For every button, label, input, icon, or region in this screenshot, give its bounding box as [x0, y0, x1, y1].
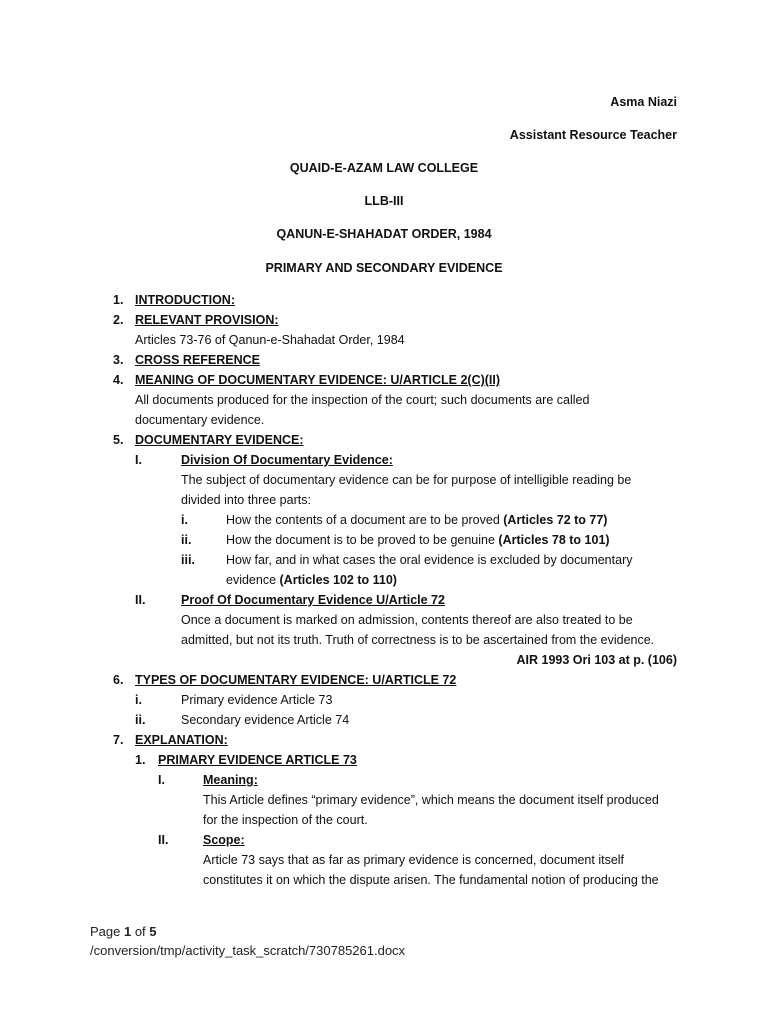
point-text: evidence (Articles 102 to 110)	[226, 573, 397, 587]
item-number: 2.	[113, 313, 124, 327]
point-number: iii.	[181, 553, 195, 567]
point-number: i.	[135, 693, 142, 707]
item-heading: CROSS REFERENCE	[135, 353, 261, 367]
sub-number: I.	[135, 453, 142, 467]
item-heading: DOCUMENTARY EVIDENCE:	[135, 433, 304, 447]
item-number: 1.	[113, 293, 124, 307]
sub-number: II.	[135, 593, 146, 607]
page-counter: Page 1 of 5	[90, 924, 157, 939]
sub-text: divided into three parts:	[181, 493, 311, 507]
college-name: QUAID-E-AZAM LAW COLLEGE	[289, 161, 479, 175]
point-text: How the contents of a document are to be proved (Articles 72 to 77)	[226, 513, 608, 527]
sub-heading: PRIMARY EVIDENCE ARTICLE 73	[158, 753, 357, 767]
topic-title: PRIMARY AND SECONDARY EVIDENCE	[265, 261, 503, 275]
item-heading: RELEVANT PROVISION:	[135, 313, 279, 327]
citation: AIR 1993 Ori 103 at p. (106)	[516, 653, 677, 667]
item-heading: INTRODUCTION:	[135, 293, 235, 307]
sub-number: 1.	[135, 753, 146, 767]
sub-heading: Proof Of Documentary Evidence U/Article 72	[181, 593, 445, 607]
point-number: i.	[181, 513, 188, 527]
part-text: for the inspection of the court.	[203, 813, 368, 827]
part-number: I.	[158, 773, 165, 787]
author-role: Assistant Resource Teacher	[509, 128, 677, 142]
article-ref: (Articles 102 to 110)	[279, 573, 397, 587]
item-number: 5.	[113, 433, 124, 447]
item-heading: MEANING OF DOCUMENTARY EVIDENCE: U/ARTICLE 2(C)(II)	[135, 373, 501, 387]
item-number: 6.	[113, 673, 124, 687]
point-text: Secondary evidence Article 74	[181, 713, 350, 727]
item-text: documentary evidence.	[135, 413, 265, 427]
part-text: This Article defines “primary evidence”, which means the document itself produced	[203, 793, 659, 807]
file-path: /conversion/tmp/activity_task_scratch/730785261.docx	[90, 943, 406, 958]
article-ref: (Articles 72 to 77)	[503, 513, 608, 527]
part-heading: Meaning:	[203, 773, 258, 787]
point-text: How the document is to be proved to be genuine (Articles 78 to 101)	[226, 533, 610, 547]
part-text: constitutes it on which the dispute arisen. The fundamental notion of producing the	[203, 873, 659, 887]
sub-text: Once a document is marked on admission, contents thereof are also treated to be	[181, 613, 633, 627]
item-text: Articles 73-76 of Qanun-e-Shahadat Order, 1984	[135, 333, 405, 347]
point-number: ii.	[135, 713, 146, 727]
item-number: 3.	[113, 353, 124, 367]
point-text: How far, and in what cases the oral evidence is excluded by documentary	[226, 553, 633, 567]
part-text: Article 73 says that as far as primary evidence is concerned, document itself	[203, 853, 625, 867]
part-number: II.	[158, 833, 169, 847]
part-heading: Scope:	[203, 833, 245, 847]
item-heading: TYPES OF DOCUMENTARY EVIDENCE: U/ARTICLE 72	[135, 673, 457, 687]
item-number: 7.	[113, 733, 124, 747]
item-number: 4.	[113, 373, 124, 387]
item-text: All documents produced for the inspection of the court; such documents are called	[135, 393, 590, 407]
article-ref: (Articles 78 to 101)	[498, 533, 610, 547]
author-name: Asma Niazi	[610, 95, 677, 109]
law-title: QANUN-E-SHAHADAT ORDER, 1984	[276, 227, 492, 241]
sub-text: admitted, but not its truth. Truth of correctness is to be ascertained from the evidence.	[181, 633, 655, 647]
point-number: ii.	[181, 533, 192, 547]
point-text: Primary evidence Article 73	[181, 693, 333, 707]
class-name: LLB-III	[364, 194, 404, 208]
item-heading: EXPLANATION:	[135, 733, 228, 747]
sub-heading: Division Of Documentary Evidence:	[181, 453, 393, 467]
sub-text: The subject of documentary evidence can be for purpose of intelligible reading be	[181, 473, 632, 487]
